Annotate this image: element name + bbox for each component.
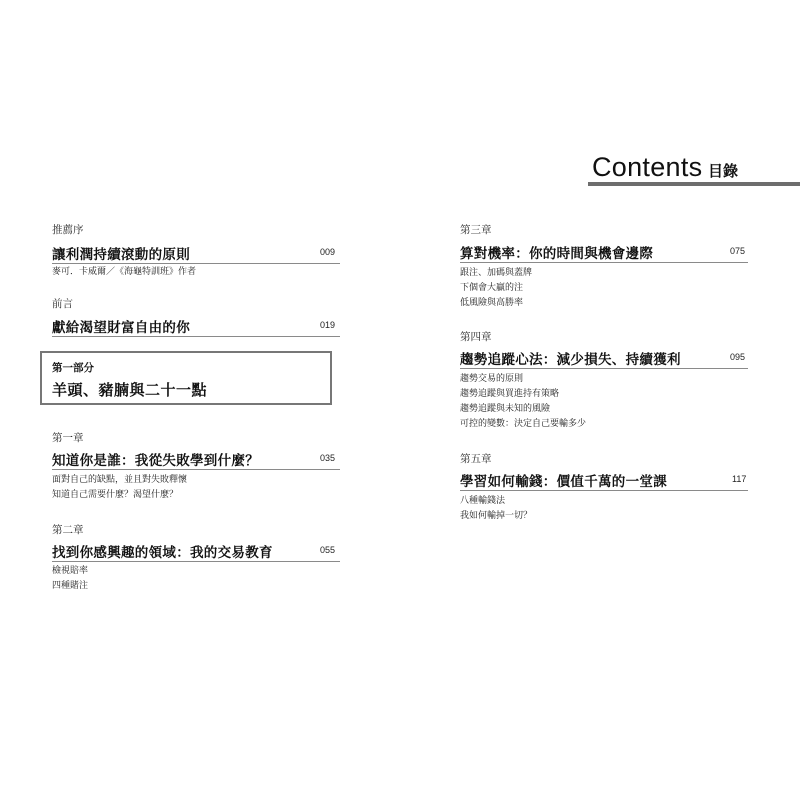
header-rule	[588, 182, 800, 186]
chapter-2-title[interactable]: 找到你感興趣的領域：我的交易教育	[52, 545, 273, 561]
contents-subtitle: 目錄	[708, 162, 739, 180]
preface-title[interactable]: 獻給渴望財富自由的你	[52, 320, 190, 336]
chapter-3-subitem: 低風險與高勝率	[460, 298, 524, 308]
foreword-title[interactable]: 讓利潤持續滾動的原則	[52, 247, 190, 263]
part-one-box[interactable]	[40, 351, 332, 405]
chapter-2-rule	[52, 561, 340, 562]
chapter-2-subitem: 檢視賠率	[52, 566, 89, 576]
chapter-5-title[interactable]: 學習如何輸錢：價值千萬的一堂課	[460, 474, 667, 490]
chapter-4-subitem: 可控的變數：決定自己要輸多少	[460, 419, 587, 429]
chapter-2-subitem: 四種賭注	[52, 581, 89, 591]
chapter-5-rule	[460, 490, 748, 491]
chapter-1-label: 第一章	[52, 432, 84, 444]
chapter-3-label: 第三章	[460, 224, 492, 236]
chapter-3-rule	[460, 262, 748, 263]
chapter-5-page: 117	[732, 474, 747, 484]
chapter-1-rule	[52, 469, 340, 470]
chapter-2-page: 055	[320, 545, 336, 555]
foreword-page: 009	[320, 247, 336, 257]
chapter-4-subitem: 趨勢追蹤與買進持有策略	[460, 389, 560, 399]
chapter-3-page: 075	[730, 246, 746, 256]
contents-title: Contents	[592, 152, 703, 182]
chapter-5-subitem: 八種輸錢法	[460, 496, 506, 506]
preface-page: 019	[320, 320, 336, 330]
chapter-4-label: 第四章	[460, 331, 492, 343]
foreword-subitem: 麥可．卡威爾／《海龜特訓班》作者	[52, 267, 197, 277]
preface-rule	[52, 336, 340, 337]
chapter-3-subitem: 下個會大贏的注	[460, 283, 524, 293]
chapter-2-label: 第二章	[52, 524, 84, 536]
part-one-label: 第一部分	[52, 362, 94, 374]
chapter-1-title[interactable]: 知道你是誰：我從失敗學到什麼？	[52, 453, 259, 469]
chapter-4-title[interactable]: 趨勢追蹤心法：減少損失、持續獲利	[460, 352, 681, 368]
preface-label: 前言	[52, 298, 73, 310]
chapter-5-subitem: 我如何輸掉一切？	[460, 511, 533, 521]
foreword-label: 推薦序	[52, 224, 84, 236]
part-one-title: 羊頭、豬腩與二十一點	[52, 381, 208, 399]
chapter-1-page: 035	[320, 453, 336, 463]
chapter-4-subitem: 趨勢追蹤與未知的風險	[460, 404, 551, 414]
chapter-5-label: 第五章	[460, 453, 492, 465]
chapter-3-subitem: 跟注、加碼與蓋牌	[460, 268, 533, 278]
chapter-1-subitem: 知道自己需要什麼？渴望什麼？	[52, 490, 179, 500]
chapter-3-title[interactable]: 算對機率：你的時間與機會邊際	[460, 246, 654, 262]
chapter-4-subitem: 趨勢交易的原則	[460, 374, 524, 384]
chapter-4-page: 095	[730, 352, 746, 362]
chapter-1-subitem: 面對自己的缺點，並且對失敗釋懷	[52, 475, 188, 485]
chapter-4-rule	[460, 368, 748, 369]
